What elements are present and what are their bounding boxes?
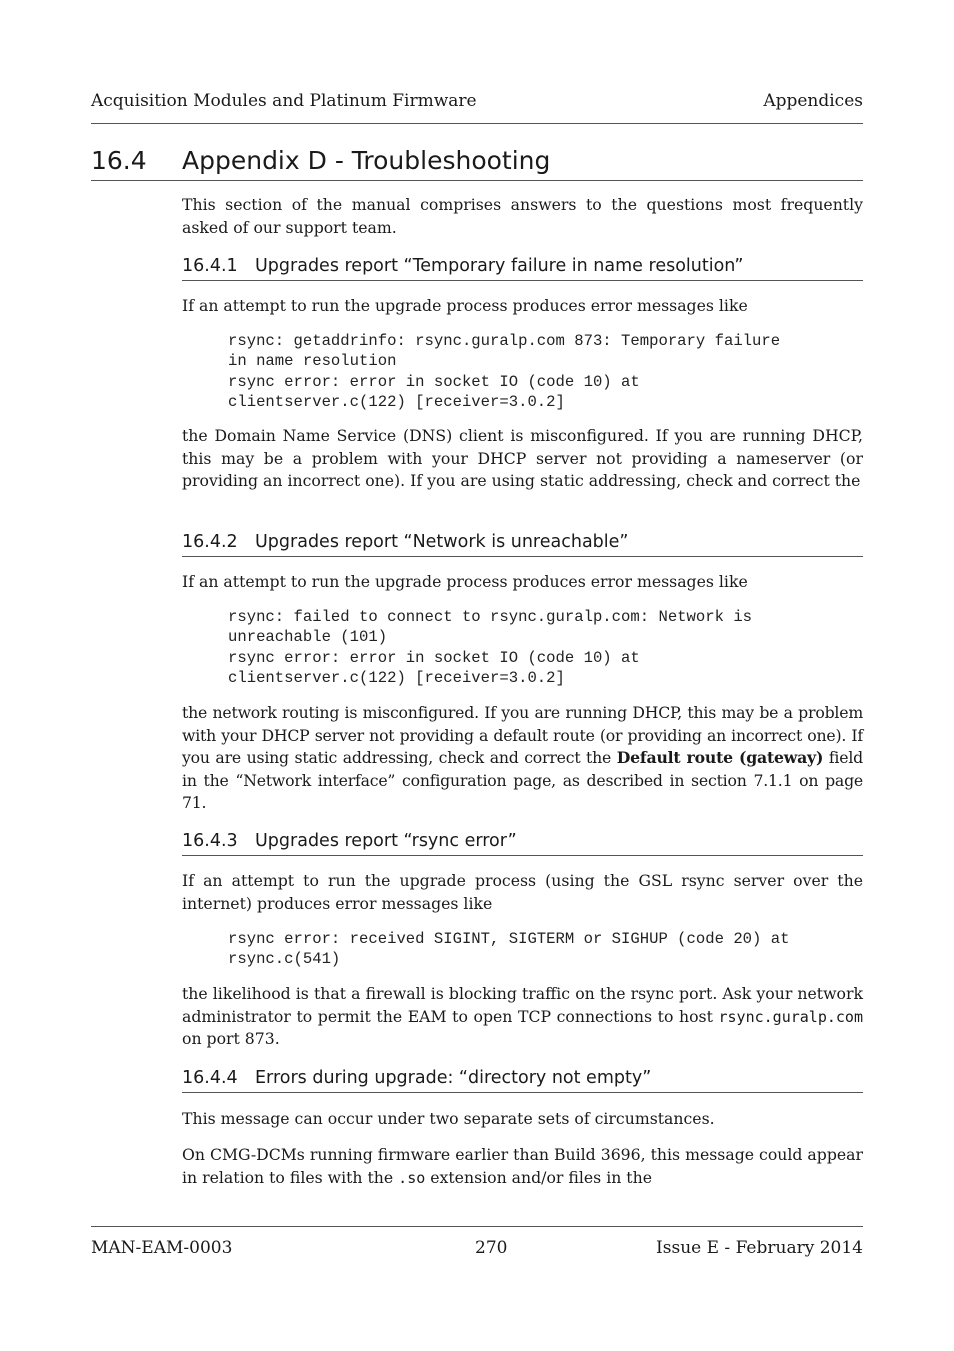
subsection-body: the Domain Name Service (DNS) client is misconfigured. If you are running DHCP, this may be a problem with your DHCP server not providing a nameserver (or providing an incorrect one). If you are using static addressing, check and correct the — [182, 426, 863, 490]
subsection-title: Upgrades report “rsync error” — [255, 831, 517, 851]
subsection-paragraph-2: On CMG-DCMs running firmware earlier than Build 3696, this message could appear in relation to files with the .so extension and/or files in the — [182, 1145, 863, 1187]
section-number: 16.4 — [91, 146, 147, 175]
subsection-heading-16-4-2 — [182, 532, 863, 557]
running-header — [91, 90, 863, 124]
document-page — [91, 0, 863, 1351]
hostname-code: rsync.guralp.com — [718, 1007, 863, 1026]
subsection-body: the network routing is misconfigured. If you are running DHCP, this may be a problem with your DHCP server not providing a default route (or providing an incorrect one). If you are using static addressing, check and correct the Default route (gateway) field in the “Network interface” configuration page, as described in section 7.1.1 on page 71. — [182, 703, 863, 812]
subsection-title: Errors during upgrade: “directory not empty” — [255, 1068, 652, 1088]
code-block: rsync error: received SIGINT, SIGTERM or SIGHUP (code 20) at rsync.c(541) — [228, 930, 790, 969]
subsection-title: Upgrades report “Temporary failure in name resolution” — [255, 256, 744, 276]
subsection-heading-16-4-4 — [182, 1068, 863, 1093]
subsection-number: 16.4.1 — [182, 256, 238, 276]
header-document-title: Acquisition Modules and Platinum Firmware — [91, 91, 477, 111]
field-name-default-route: Default route (gateway) — [616, 748, 824, 767]
subsection-lead: If an attempt to run the upgrade process produces error messages like — [182, 572, 748, 591]
section-heading — [91, 146, 863, 181]
code-block: rsync: failed to connect to rsync.guralp.com: Network is unreachable (101) rsync error: error in socket IO (code 10) at clientserver.c(122) [receiver=3.0.2] — [228, 608, 753, 688]
footer-page-number: 270 — [475, 1238, 508, 1258]
subsection-lead: If an attempt to run the upgrade process (using the GSL rsync server over the internet) produces error messages like — [182, 871, 863, 913]
subsection-title: Upgrades report “Network is unreachable” — [255, 532, 629, 552]
footer-document-id: MAN-EAM-0003 — [91, 1238, 233, 1258]
subsection-number: 16.4.4 — [182, 1068, 238, 1088]
subsection-heading-16-4-3 — [182, 831, 863, 856]
section-intro: This section of the manual comprises answers to the questions most frequently asked of our support team. — [182, 195, 863, 237]
code-block: rsync: getaddrinfo: rsync.guralp.com 873: Temporary failure in name resolution rsync error: error in socket IO (code 10) at clientserver.c(122) [receiver=3.0.2] — [228, 332, 781, 412]
running-footer — [91, 1226, 863, 1257]
subsection-heading-16-4-1 — [182, 256, 863, 281]
subsection-lead: If an attempt to run the upgrade process produces error messages like — [182, 296, 748, 315]
section-title: Appendix D - Troubleshooting — [182, 146, 551, 175]
subsection-number: 16.4.2 — [182, 532, 238, 552]
subsection-body: the likelihood is that a firewall is blocking traffic on the rsync port. Ask your network administrator to permit the EAM to open TCP connections to host rsync.guralp.com on port 873. — [182, 984, 863, 1048]
subsection-paragraph-1: This message can occur under two separate sets of circumstances. — [182, 1109, 715, 1128]
header-chapter-title: Appendices — [763, 91, 863, 111]
subsection-number: 16.4.3 — [182, 831, 238, 851]
footer-issue-date: Issue E - February 2014 — [656, 1238, 863, 1258]
extension-code: .so — [398, 1168, 426, 1187]
